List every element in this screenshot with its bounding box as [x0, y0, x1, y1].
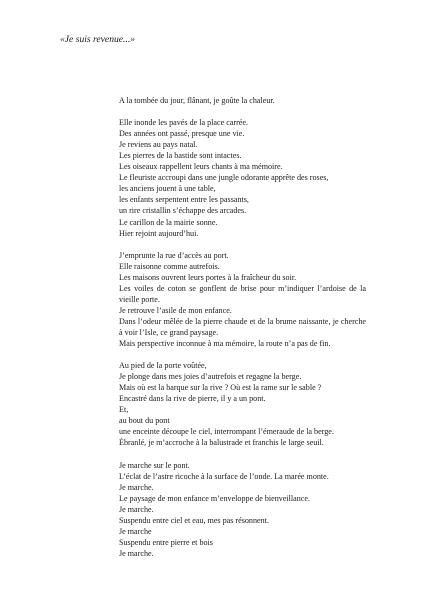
poem-line: une enceinte découpe le ciel, interrompant l’émeraude de la berge. [119, 427, 334, 437]
poem-line: L’éclat de l’astre ricoche à la surface de l’onde. La marée monte. [119, 471, 329, 481]
poem-line: au bout du pont [119, 416, 170, 426]
poem-title: «Je suis revenue...» [60, 34, 136, 45]
poem-line: Je marche. [119, 504, 154, 514]
poem-line: les enfants serpentent entre les passants, [119, 195, 249, 205]
poem-line: J’emprunte la rue d’accès au port. [119, 250, 229, 260]
poem-line: Les oiseaux rappellent leurs chants à ma mémoire. [119, 162, 283, 172]
poem-body [119, 95, 366, 570]
poem-line: Je plonge dans mes joies d’autrefois et regagne la berge. [119, 372, 302, 382]
poem-line: Le carillon de la mairie sonne. [119, 217, 218, 227]
poem-line: Les maisons ouvrent leurs portes à la fraîcheur du soir. [119, 272, 297, 282]
poem-line: Mais où est la barque sur la rive ? Où est la rame sur le sable ? [119, 383, 322, 393]
poem-line: Les voiles de coton se gonflent de brise pour m’indiquer l’ardoise de la vieille porte. [119, 283, 366, 304]
poem-stanza [119, 117, 366, 239]
poem-line: Ébranlé, je m’accroche à la balustrade et franchis le large seuil. [119, 438, 324, 448]
poem-line: Dans l’odeur mêlée de la pierre chaude et de la brume naissante, je cherche à voir l’Isle, ce grand paysage. [119, 316, 366, 337]
poem-line: Et, [119, 405, 129, 415]
poem-line: Suspendu entre ciel et eau, mes pas résonnent. [119, 515, 269, 525]
poem-line: Encastré dans la rive de pierre, il y a un pont. [119, 394, 266, 404]
poem-line: un rire cristallin s’échappe des arcades. [119, 206, 247, 216]
poem-line: Les pierres de la bastide sont intactes. [119, 151, 242, 161]
poem-line: les anciens jouent à une table, [119, 184, 216, 194]
poem-line: Je marche sur le pont. [119, 460, 190, 470]
poem-stanza [119, 250, 366, 349]
poem-stanza [119, 460, 366, 559]
poem-line: Hier rejoint aujourd’hui. [119, 228, 199, 238]
poem-line: Des années ont passé, presque une vie. [119, 129, 245, 139]
poem-line: Le paysage de mon enfance m’enveloppe de bienveillance. [119, 493, 311, 503]
poem-line: Au pied de la porte voûtée, [119, 361, 207, 371]
poem-line: Elle raisonne comme autrefois. [119, 261, 220, 271]
poem-line: Mais perspective inconnue à ma mémoire, la route n’a pas de fin. [119, 339, 331, 349]
poem-line: A la tombée du jour, flânant, je goûte la chaleur. [119, 96, 275, 105]
poem-line: Je marche. [119, 548, 154, 558]
poem-line: Je retrouve l’asile de mon enfance. [119, 305, 232, 315]
poem-line: Je marche [119, 526, 152, 536]
poem-stanza [119, 360, 366, 448]
poem-line: Je marche. [119, 482, 154, 492]
poem-line: Suspendu entre pierre et bois [119, 537, 213, 547]
poem-stanza [119, 95, 366, 106]
poem-line: Elle inonde les pavés de la place carrée. [119, 118, 248, 128]
poem-line: Le fleuriste accroupi dans une jungle odorante apprête des roses, [119, 173, 329, 183]
poem-line: Je reviens au pays natal. [119, 140, 198, 150]
